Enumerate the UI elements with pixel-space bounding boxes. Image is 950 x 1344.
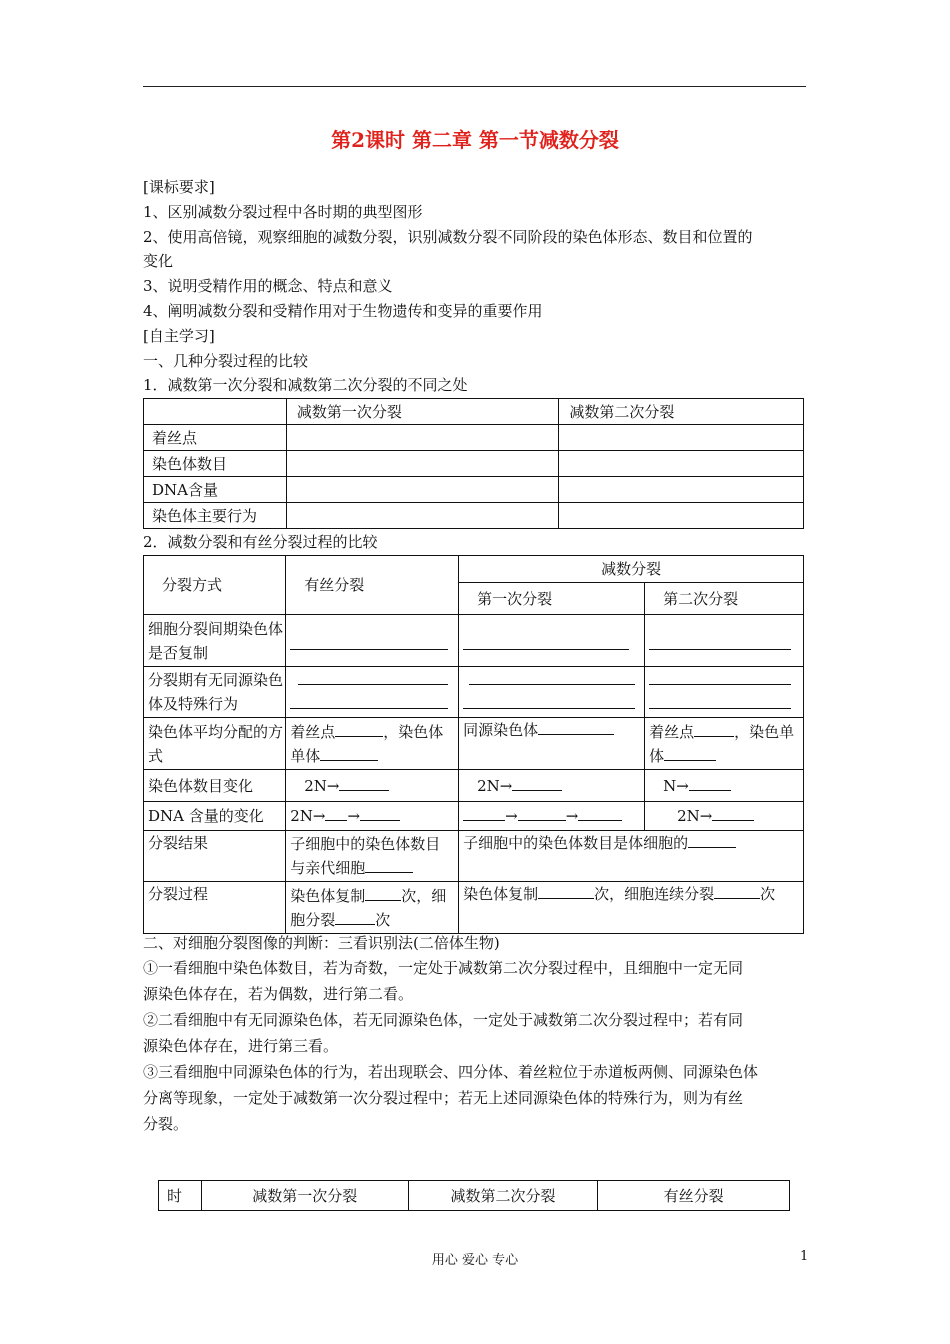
self-study-heading: [自主学习]	[143, 327, 215, 345]
table-row-label: 着丝点	[144, 425, 287, 451]
table-header: 第一次分裂	[459, 583, 645, 615]
blank-line	[325, 804, 347, 821]
answer-cell[interactable]	[645, 770, 804, 802]
requirement-item: 3、说明受精作用的概念、特点和意义	[143, 277, 393, 295]
answer-cell[interactable]	[286, 718, 459, 770]
blank-line	[649, 692, 791, 709]
table-header: 有丝分裂	[286, 556, 459, 615]
table-row-label: 分裂结果	[144, 831, 286, 882]
cell-text: 与亲代细胞	[290, 859, 366, 877]
cell-text: 次，细	[401, 886, 447, 905]
answer-cell[interactable]	[286, 615, 459, 667]
answer-cell[interactable]	[286, 770, 459, 802]
stage-table	[158, 1180, 790, 1211]
table-header: 减数第一次分裂	[201, 1181, 408, 1211]
blank-line	[365, 884, 401, 901]
paragraph-line: 分离等现象，一定处于减数第一次分裂过程中；若无上述同源染色体的特殊行为，则为有丝	[143, 1089, 744, 1107]
answer-cell[interactable]	[459, 802, 645, 831]
blank-line	[463, 692, 635, 709]
header-rule	[143, 86, 806, 87]
paragraph-line: 源染色体存在，若为偶数，进行第二看。	[143, 985, 414, 1003]
cell-text: ，染色体	[383, 722, 444, 741]
cell-text: 着丝点	[649, 722, 695, 741]
answer-cell[interactable]	[459, 831, 804, 882]
blank-line	[290, 692, 448, 709]
blank-line	[694, 720, 734, 737]
answer-cell[interactable]	[645, 718, 804, 770]
cell-text: 次	[375, 910, 391, 929]
blank-line	[664, 744, 716, 761]
blank-line	[339, 774, 389, 791]
table-header: 减数第二次分裂	[408, 1181, 598, 1211]
cell-text: 染色体复制	[290, 886, 366, 905]
table-header: 有丝分裂	[598, 1181, 790, 1211]
blank-line	[512, 774, 562, 791]
table-row-label: DNA 含量的变化	[144, 802, 286, 831]
blank-line	[365, 856, 413, 873]
requirement-item: 4、阐明减数分裂和受精作用对于生物遗传和变异的重要作用	[143, 302, 543, 320]
blank-line	[290, 633, 448, 650]
paragraph-line: ③三看细胞中同源染色体的行为，若出现联会、四分体、着丝粒位于赤道板两侧、同源染色体	[143, 1063, 759, 1081]
answer-cell[interactable]	[645, 667, 804, 718]
table-row-label: 染色体数目	[144, 451, 287, 477]
cell-text: 2N→	[304, 776, 340, 795]
question-1: 1．减数第一次分裂和减数第二次分裂的不同之处	[143, 376, 468, 394]
requirement-item: 2、使用高倍镜，观察细胞的减数分裂，识别减数分裂不同阶段的染色体形态、数目和位置的	[143, 228, 753, 246]
blank-line	[463, 633, 629, 650]
requirement-item: 1、区别减数分裂过程中各时期的典型图形	[143, 203, 423, 221]
footer-text: 用心 爱心 专心	[431, 1253, 519, 1268]
blank-line	[335, 720, 383, 737]
cell-text: 次	[760, 885, 776, 903]
cell-text: ，染色单	[734, 722, 795, 741]
answer-cell[interactable]	[286, 425, 559, 451]
cell-text: 单体	[290, 746, 321, 765]
paragraph-line: ②二看细胞中有无同源染色体，若无同源染色体，一定处于减数第二次分裂过程中；若有同	[143, 1011, 744, 1029]
answer-cell[interactable]	[286, 503, 559, 529]
table-row-label: 染色体主要行为	[144, 503, 287, 529]
answer-cell[interactable]	[459, 615, 645, 667]
answer-cell[interactable]	[559, 503, 804, 529]
answer-cell[interactable]	[559, 451, 804, 477]
blank-line	[538, 882, 594, 899]
requirement-item: 变化	[143, 252, 174, 270]
blank-line	[649, 633, 791, 650]
cell-text: 同源染色体	[463, 721, 539, 739]
answer-cell[interactable]	[286, 802, 459, 831]
answer-cell[interactable]	[559, 477, 804, 503]
blank-line	[689, 774, 731, 791]
blank-line	[538, 718, 614, 735]
paragraph-line: 分裂。	[143, 1115, 189, 1133]
blank-line	[469, 668, 635, 685]
answer-cell[interactable]	[286, 831, 459, 882]
cell-text: 2N→	[290, 807, 326, 825]
cell-text: 子细胞中的染色体数目	[290, 835, 441, 853]
answer-cell[interactable]	[645, 802, 804, 831]
cell-text: 体	[649, 746, 665, 765]
part2-heading: 二、对细胞分裂图像的判断：三看识别法(二倍体生物)	[143, 934, 500, 952]
blank-line	[298, 668, 448, 685]
cell-text: 2N→	[477, 776, 513, 795]
answer-cell[interactable]	[286, 667, 459, 718]
comparison-table-1	[143, 398, 804, 529]
table-header: 减数分裂	[459, 556, 804, 583]
page-title: 第2课时 第二章 第一节减数分裂	[331, 128, 619, 152]
cell-text: 2N→	[677, 807, 713, 825]
cell-text: 子细胞中的染色体数目是体细胞的	[463, 834, 689, 852]
table-header: 第二次分裂	[645, 583, 804, 615]
table-row-label: 分裂过程	[144, 882, 286, 934]
cell-text: 着丝点	[290, 722, 336, 741]
answer-cell[interactable]	[459, 770, 645, 802]
arrow: →	[505, 807, 518, 825]
answer-cell[interactable]	[459, 718, 645, 770]
blank-line	[688, 831, 736, 848]
table-header: 分裂方式	[144, 556, 286, 615]
blank-line	[518, 804, 566, 821]
answer-cell[interactable]	[459, 667, 645, 718]
answer-cell[interactable]	[459, 882, 804, 934]
answer-cell[interactable]	[645, 615, 804, 667]
paragraph-line: ①一看细胞中染色体数目，若为奇数，一定处于减数第二次分裂过程中，且细胞中一定无同	[143, 959, 744, 977]
answer-cell[interactable]	[286, 882, 459, 934]
page-number: 1	[800, 1249, 809, 1264]
cell-text: N→	[663, 776, 689, 795]
cell-text: 染色体复制	[463, 885, 539, 903]
table-row-label: 染色体平均分配的方式	[144, 718, 286, 770]
answer-cell[interactable]	[286, 477, 559, 503]
blank-line	[714, 882, 760, 899]
table-header: 减数第一次分裂	[286, 399, 559, 425]
table-header: 减数第二次分裂	[559, 399, 804, 425]
cell-text: 次，细胞连续分裂	[594, 885, 715, 903]
table-row-label: 分裂期有无同源染色体及特殊行为	[144, 667, 286, 718]
answer-cell[interactable]	[559, 425, 804, 451]
arrow: →	[347, 807, 361, 825]
table-row-label: 细胞分裂间期染色体是否复制	[144, 615, 286, 667]
cell-text: 胞分裂	[290, 910, 336, 929]
part1-heading: 一、几种分裂过程的比较	[143, 352, 309, 370]
blank-line	[320, 744, 378, 761]
blank-line	[712, 804, 754, 821]
blank-line	[360, 804, 400, 821]
blank-line	[649, 668, 791, 685]
answer-cell[interactable]	[286, 451, 559, 477]
table-header: 时	[159, 1181, 202, 1211]
blank-line	[335, 908, 375, 925]
blank-line	[463, 804, 505, 821]
arrow: →	[565, 807, 579, 825]
paragraph-line: 源染色体存在，进行第三看。	[143, 1037, 339, 1055]
table-cell	[144, 399, 287, 425]
requirements-heading: [课标要求]	[143, 178, 215, 196]
blank-line	[578, 804, 622, 821]
table-row-label: DNA含量	[144, 477, 287, 503]
question-2: 2．减数分裂和有丝分裂过程的比较	[143, 533, 378, 551]
table-row-label: 染色体数目变化	[144, 770, 286, 802]
comparison-table-2	[143, 555, 804, 934]
